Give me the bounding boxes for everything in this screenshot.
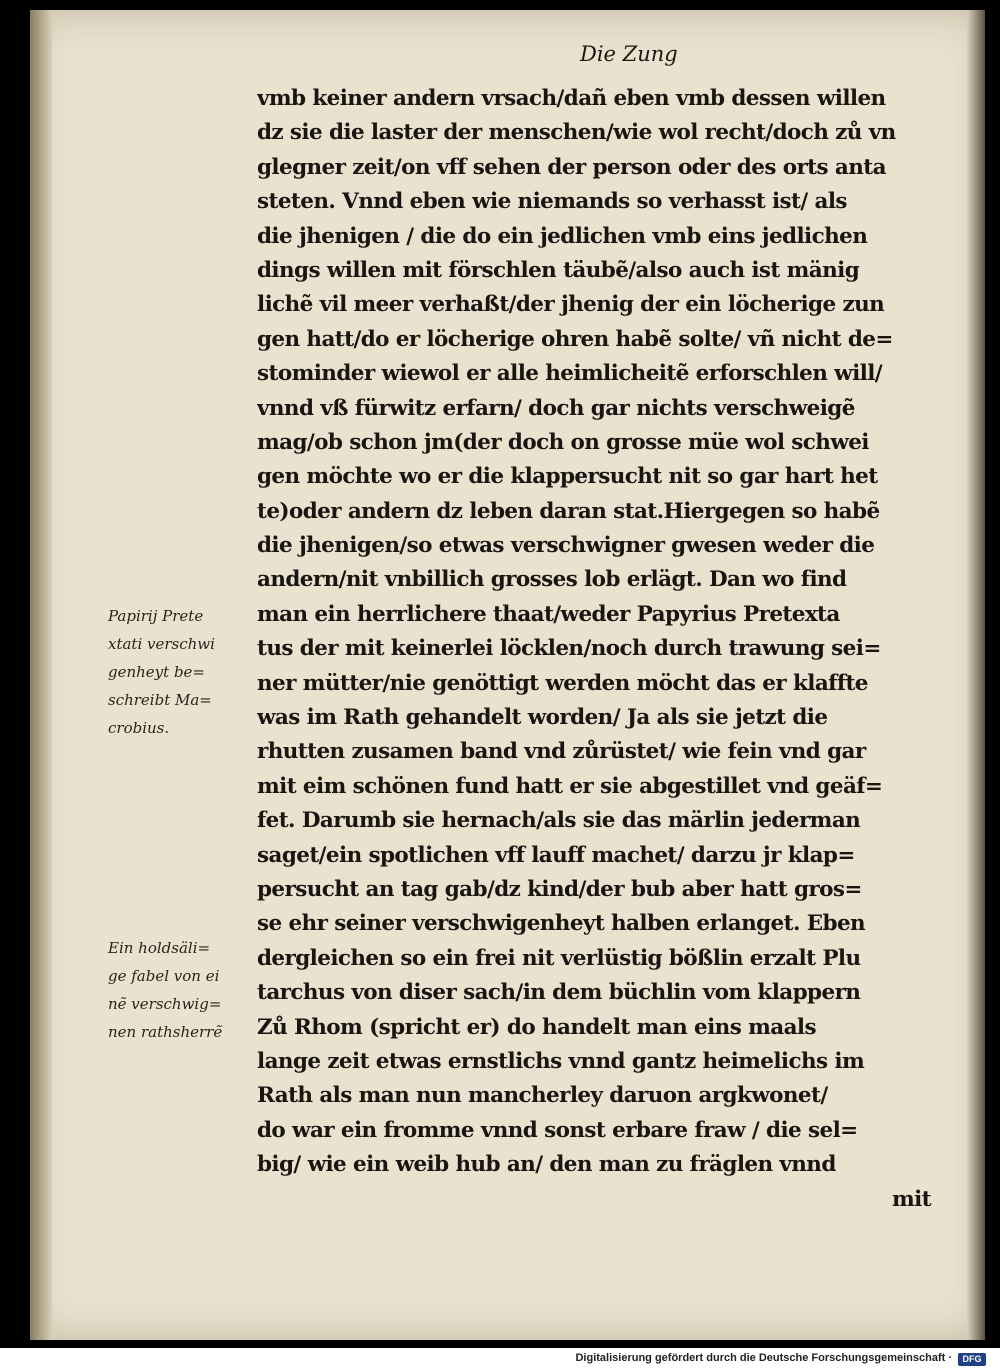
text-line: fet. Darumb sie hernach/als sie das märlin jederman <box>257 808 861 834</box>
marginal-note-line: Ein holdsäli= <box>108 939 211 957</box>
text-line: glegner zeit/on vff sehen der person oder des orts anta <box>257 154 886 180</box>
marginal-note-papirius <box>108 602 258 742</box>
marginal-note-line: Papirij Prete <box>108 607 204 625</box>
text-line: man ein herrlichere thaat/weder Papyrius Pretexta <box>257 601 840 627</box>
marginal-note-fabel <box>108 934 258 1046</box>
marginal-note-line: genheyt be= <box>108 663 205 681</box>
text-line: steten. Vnnd eben wie niemands so verhasst ist/ als <box>257 189 847 215</box>
text-line: ner mütter/nie genöttigt werden möcht das er klaffte <box>257 670 868 696</box>
text-line: tarchus von diser sach/in dem büchlin vom klappern <box>257 980 861 1006</box>
text-line: vmb keiner andern vrsach/dañ eben vmb dessen willen <box>257 86 886 111</box>
text-line: persucht an tag gab/dz kind/der bub aber hatt gros= <box>257 876 862 902</box>
text-line: Zů Rhom (spricht er) do handelt man eins maals <box>257 1014 816 1040</box>
page-edge <box>967 10 985 1340</box>
marginal-note-line: schreibt Ma= <box>108 691 212 709</box>
running-head: Die Zung <box>580 42 678 66</box>
funding-credit: Digitalisierung gefördert durch die Deutsche Forschungsgemeinschaft · <box>575 1352 952 1364</box>
page-gutter <box>30 10 52 1340</box>
text-line: mit eim schönen fund hatt er sie abgestillet vnd geäf= <box>257 773 883 799</box>
marginal-note-line: nẽ verschwig= <box>108 995 222 1013</box>
text-line: lange zeit etwas ernstlichs vnnd gantz heimelichs im <box>257 1048 865 1074</box>
text-line: gen möchte wo er die klappersucht nit so gar hart het <box>257 464 878 490</box>
text-line: dz sie die laster der menschen/wie wol recht/doch zů vn <box>257 120 896 146</box>
text-line: was im Rath gehandelt worden/ Ja als sie jetzt die <box>257 705 828 731</box>
text-line: se ehr seiner verschwigenheyt halben erlanget. Eben <box>257 911 866 937</box>
text-line: stominder wiewol er alle heimlicheitẽ erforschlen will/ <box>257 361 883 387</box>
text-line: dings willen mit förschlen täubẽ/also auch ist mänig <box>257 257 860 283</box>
footer-bar <box>0 1350 1000 1370</box>
text-line: gen hatt/do er löcherige ohren habẽ solte/ vñ nicht de= <box>257 326 893 352</box>
text-line: big/ wie ein weib hub an/ den man zu fräglen vnnd <box>257 1152 836 1178</box>
marginal-note-line: ge fabel von ei <box>108 967 220 985</box>
text-line: die jhenigen/so etwas verschwigner gwesen weder die <box>257 533 875 559</box>
text-line: andern/nit vnbillich grosses lob erlägt. Dan wo find <box>257 567 847 593</box>
text-line: Rath als man nun mancherley daruon argkwonet/ <box>257 1083 828 1109</box>
text-line: tus der mit keinerlei löcklen/noch durch trawung sei= <box>257 636 881 662</box>
text-line: mag/ob schon jm(der doch on grosse müe wol schwei <box>257 429 869 455</box>
marginal-note-line: xtati verschwi <box>108 635 215 653</box>
text-line: saget/ein spotlichen vff lauff machet/ darzu jr klap= <box>257 842 855 868</box>
marginal-note-line: crobius. <box>108 719 170 737</box>
catchword: mit <box>891 1186 931 1212</box>
text-line: te)oder andern dz leben daran stat.Hiergegen so habẽ <box>257 498 880 524</box>
text-line: rhutten zusamen band vnd zůrüstet/ wie fein vnd gar <box>257 739 866 765</box>
text-line: dergleichen so ein frei nit verlüstig bößlin erzalt Plu <box>257 945 861 971</box>
dfg-logo: DFG <box>958 1353 986 1366</box>
text-line: die jhenigen / die do ein jedlichen vmb eins jedlichen <box>257 223 868 249</box>
marginal-note-line: nen rathsherrẽ <box>108 1023 223 1041</box>
text-line: do war ein fromme vnnd sonst erbare fraw / die sel= <box>257 1117 858 1143</box>
text-line: lichẽ vil meer verhaßt/der jhenig der ein löcherige zun <box>257 292 885 318</box>
body-text <box>257 82 937 1217</box>
text-line: vnnd vß fürwitz erfarn/ doch gar nichts verschweigẽ <box>257 395 855 421</box>
